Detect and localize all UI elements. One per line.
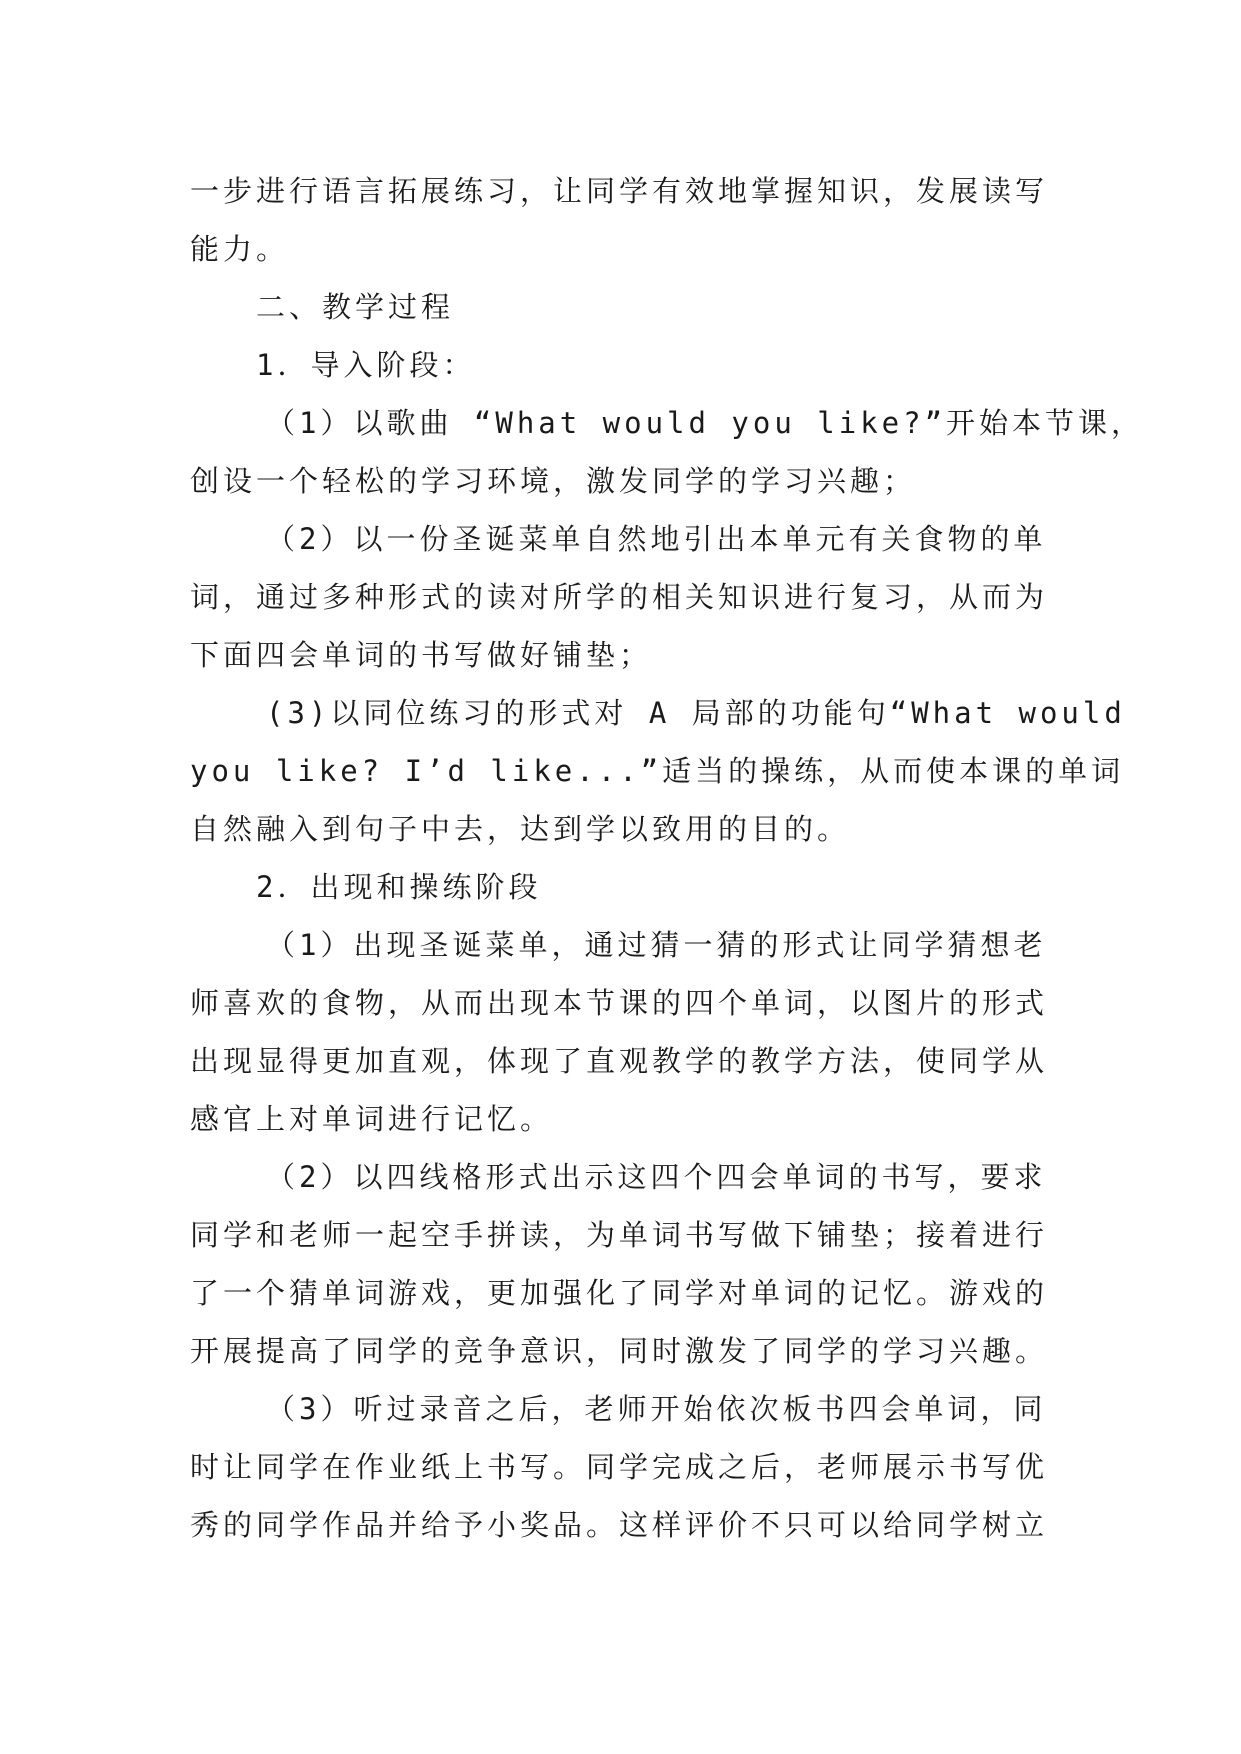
text-line: 秀的同学作品并给予小奖品。这样评价不只可以给同学树立 [190,1508,1049,1542]
text-line: 词，通过多种形式的读对所学的相关知识进行复习，从而为 [190,580,1049,614]
text-line: 一步进行语言拓展练习，让同学有效地掌握知识，发展读写 [190,174,1049,208]
text-line: （2）以一份圣诞菜单自然地引出本单元有关食物的单 [266,522,1047,556]
subsection-heading: 1．导入阶段： [256,348,476,382]
section-heading: 二、教学过程 [256,290,455,324]
text-line: 出现显得更加直观，体现了直观教学的教学方法，使同学从 [190,1044,1049,1078]
text-line: 能力。 [190,232,290,266]
text-line: 开展提高了同学的竞争意识，同时激发了同学的学习兴趣。 [190,1334,1049,1368]
text-line: 时让同学在作业纸上书写。同学完成之后，老师展示书写优 [190,1450,1049,1484]
text-line: 创设一个轻松的学习环境，激发同学的学习兴趣； [190,464,917,498]
subsection-heading: 2．出现和操练阶段 [256,870,542,904]
text-line: 自然融入到句子中去，达到学以致用的目的。 [190,812,851,846]
body-text [190,162,1145,1554]
text-line: 同学和老师一起空手拼读，为单词书写做下铺垫；接着进行 [190,1218,1049,1252]
text-line: 了一个猜单词游戏，更加强化了同学对单词的记忆。游戏的 [190,1276,1049,1310]
text-line: （3）听过录音之后，老师开始依次板书四会单词，同 [266,1392,1047,1426]
text-line: 下面四会单词的书写做好铺垫； [190,638,653,672]
text-line: （2）以四线格形式出示这四个四会单词的书写，要求 [266,1160,1047,1194]
text-line: (3)以同位练习的形式对 A 局部的功能句“What would [266,696,1126,730]
text-line: （1）以歌曲 “What would you like?”开始本节课， [266,406,1145,440]
text-line: （1）出现圣诞菜单，通过猜一猜的形式让同学猜想老 [266,928,1047,962]
text-line: you like? I’d like...”适当的操练，从而使本课的单词 [190,754,1125,788]
text-line: 感官上对单词进行记忆。 [190,1102,554,1136]
text-line: 师喜欢的食物，从而出现本节课的四个单词，以图片的形式 [190,986,1049,1020]
